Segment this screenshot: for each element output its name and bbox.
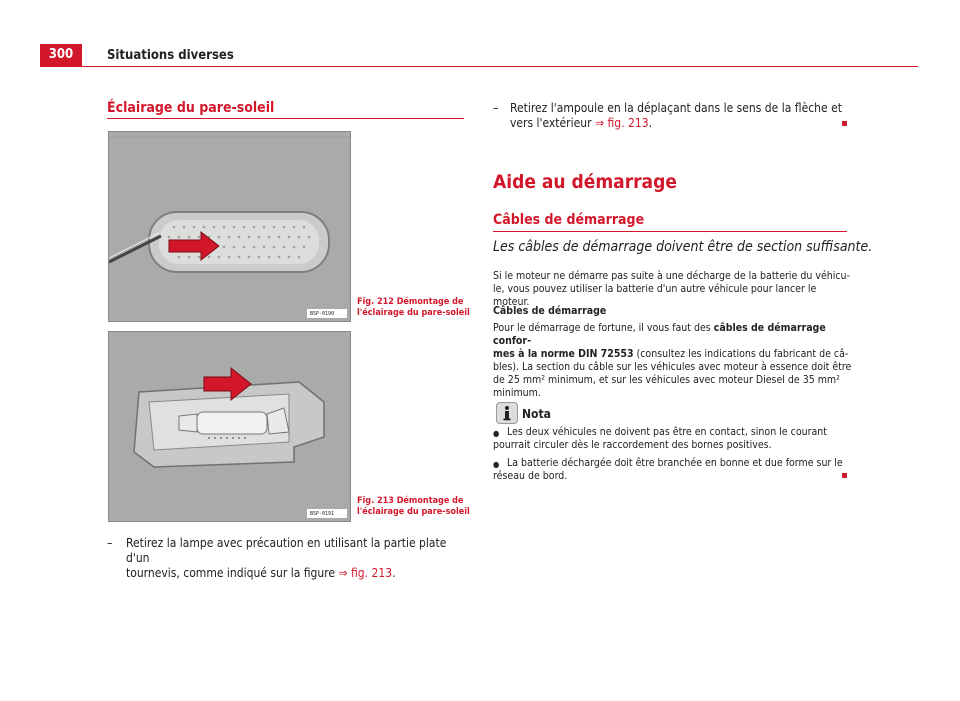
- text-span: (consultez les indications du fabricant de câ-: [633, 348, 849, 360]
- figure-213: [108, 331, 351, 522]
- paragraph: [493, 322, 853, 400]
- caption-line: l'éclairage du pare-soleil: [357, 507, 470, 517]
- sun-visor-light-illustration: [109, 132, 350, 321]
- figure-code: B5P-0191: [310, 511, 335, 517]
- section-title: Éclairage du pare-soleil: [107, 100, 275, 116]
- nota-line: La batterie déchargée doit être branchée en bonne et due forme sur le: [507, 457, 843, 469]
- step-text: .: [648, 116, 652, 130]
- text-span: Pour le démarrage de fortune, il vous faut des: [493, 322, 714, 334]
- nota-title: Nota: [522, 407, 551, 421]
- paragraph-line: minimum.: [493, 387, 541, 399]
- bulb-removal-illustration: [109, 332, 350, 521]
- step-text: tournevis, comme indiqué sur la figure: [126, 566, 339, 580]
- page-number: 300: [40, 44, 82, 66]
- paragraph-line: Si le moteur ne démarre pas suite à une décharge de la batterie du véhicu-: [493, 270, 850, 282]
- nota-line: réseau de bord.: [493, 470, 568, 482]
- step-text: .: [392, 566, 396, 580]
- caption-line: l'éclairage du pare-soleil: [357, 308, 470, 318]
- chapter-heading: Aide au démarrage: [493, 171, 677, 193]
- page-header-title: Situations diverses: [107, 48, 234, 63]
- paragraph-line: de 25 mm² minimum, et sur les véhicules avec moteur Diesel de 35 mm²: [493, 374, 840, 386]
- info-icon: [496, 402, 518, 424]
- paragraph-line: bles). La section du câble sur les véhicules avec moteur à essence doit être: [493, 361, 852, 373]
- figure-caption: [357, 297, 470, 319]
- step-line: [510, 116, 855, 131]
- nota-item: [493, 426, 853, 452]
- caption-line: Fig. 213 Démontage de: [357, 496, 464, 506]
- section-end-mark: [842, 121, 847, 126]
- step-line: Retirez la lampe avec précaution en utilisant la partie plate d'un: [126, 536, 447, 565]
- subsection-rule: [493, 231, 847, 232]
- figure-link[interactable]: ⇒ fig. 213: [594, 116, 649, 130]
- step-dash: –: [107, 536, 113, 550]
- figure-212: [108, 131, 351, 322]
- step-line: [126, 566, 471, 581]
- nota-item: [493, 457, 853, 483]
- info-glyph: [497, 403, 517, 423]
- lead-text: Les câbles de démarrage doivent être de section suffisante.: [493, 239, 873, 255]
- header-rule: [40, 66, 918, 67]
- paragraph-line: le, vous pouvez utiliser la batterie d'un autre véhicule pour lancer le moteur.: [493, 283, 817, 308]
- step-text: vers l'extérieur: [510, 116, 595, 130]
- nota-line: pourrait circuler dès le raccordement des bornes positives.: [493, 439, 772, 451]
- paragraph: [493, 270, 853, 309]
- step-instruction: [510, 101, 855, 131]
- figure-caption: [357, 496, 470, 518]
- bold-text: câbles de démarrage confor-: [493, 322, 826, 347]
- paragraph-line: [493, 348, 853, 361]
- section-rule: [107, 118, 464, 119]
- caption-line: Fig. 212 Démontage de: [357, 297, 464, 307]
- section-end-mark: [842, 473, 847, 478]
- bullet: ●: [493, 460, 500, 469]
- nota-line: Les deux véhicules ne doivent pas être en contact, sinon le courant: [507, 426, 827, 438]
- step-instruction: [126, 536, 471, 581]
- step-dash: –: [493, 101, 499, 115]
- bold-text: mes à la norme DIN 72553: [493, 348, 634, 360]
- subsection-heading: Câbles de démarrage: [493, 212, 645, 228]
- step-line: Retirez l'ampoule en la déplaçant dans le sens de la flèche et: [510, 101, 842, 115]
- figure-link[interactable]: ⇒ fig. 213: [338, 566, 393, 580]
- bullet: ●: [493, 429, 500, 438]
- subhead: Câbles de démarrage: [493, 305, 607, 317]
- paragraph-line: [493, 322, 853, 348]
- figure-code: B5P-0190: [310, 311, 335, 317]
